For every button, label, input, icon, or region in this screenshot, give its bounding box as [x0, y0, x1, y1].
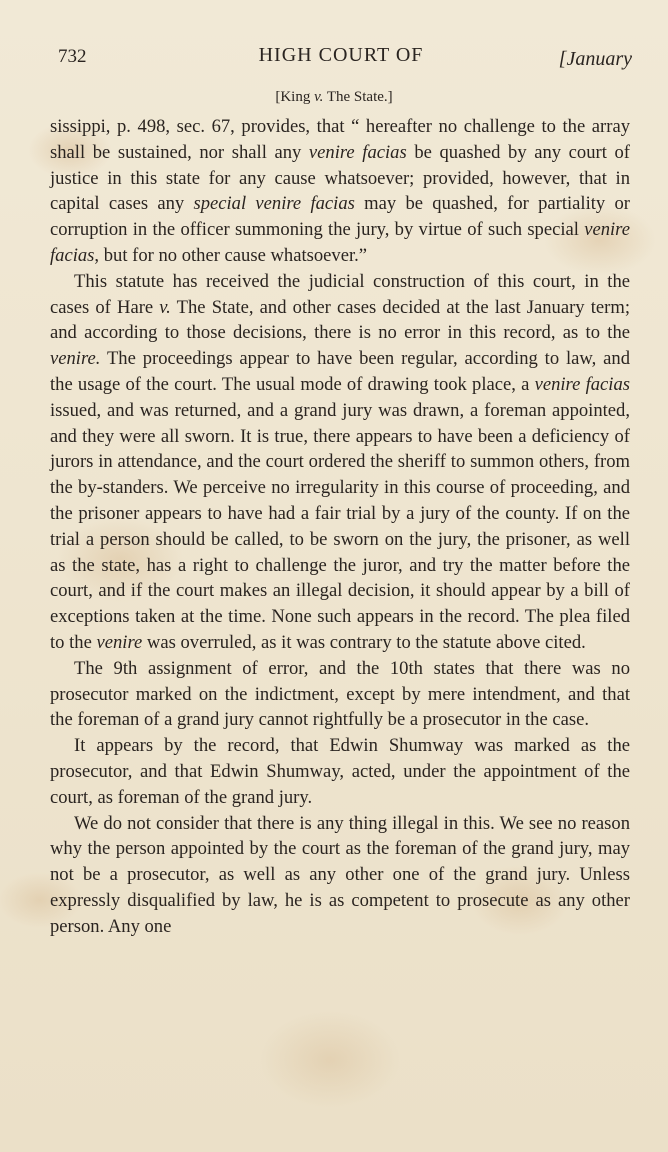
running-title: HIGH COURT OF — [258, 44, 424, 66]
paragraph — [50, 733, 630, 810]
text-run: The proceedings appear to have been regular, according to law, and the usage of the court. The usual mode of drawing took place, a — [50, 348, 630, 395]
body-text — [50, 114, 630, 940]
text-run: We do not consider that there is any thing illegal in this. We see no reason why the person appointed by the court as the foreman of the grand jury, may not be a prosecutor, as well as any other one of the grand jury. Unless expressly disqualified by law, he is as competent to prosecute as any other person. Any one — [50, 812, 630, 937]
text-run: This statute has received the judicial construction of this court, in the cases of Hare — [50, 270, 630, 318]
text-run: The State, and other cases decided at the last January term; and according to those decisions, there is no error in this record, as to the — [50, 296, 630, 344]
italic-text: special venire facias — [193, 193, 355, 215]
italic-text: venire facias — [50, 219, 630, 266]
paragraph — [50, 114, 630, 269]
paragraph — [50, 811, 630, 940]
text-run: sissippi, p. 498, sec. 67, provides, that “ hereafter no challenge to the array shall be sustained, nor shall any — [50, 116, 630, 163]
italic-text: venire. — [50, 348, 101, 370]
running-month: [January — [558, 48, 632, 70]
paragraph — [50, 269, 630, 656]
text-run: It appears by the record, that Edwin Shumway was marked as the prosecutor, and that Edwin Shumway, acted, under the appointment of the court, as foreman of the grand jury. — [50, 735, 630, 808]
text-run: The 9th assignment of error, and the 10th states that there was no prosecutor marked on the indictment, except by mere intendment, and that the foreman of a grand jury cannot rightfully be a prosecutor in the case. — [50, 657, 630, 731]
paragraph — [50, 656, 630, 733]
text-run: , but for no other cause whatsoever.” — [94, 244, 368, 266]
text-run: issued, and was returned, and a grand jury was drawn, a foreman appointed, and they were all sworn. It is true, there appears to have been a deficiency of jurors in attendance, and the court ordered the sheriff to summon others, from the by-standers. We perceive no irregularity in this course of proceeding, and the prisoner appears to have had a fair trial by a jury of the county. If on the trial a person should be called, to be sworn on the jury, the prisoner, as well as the state, has a right to challenge the juror, and try the matter before the court, and if the court makes an illegal decision, it should appear by a bill of exceptions taken at the time. None such appears in the record. The plea filed to the — [50, 399, 630, 653]
case-caption: [King v. The State.] — [275, 89, 393, 105]
text-run: was overruled, as it was contrary to the statute above cited. — [142, 631, 586, 653]
text-run: may be quashed, for partiality or corruption in the officer summoning the jury, by virtue of such special — [50, 193, 630, 241]
italic-text: venire facias — [308, 141, 407, 163]
italic-text: venire facias — [534, 373, 630, 395]
italic-text: v. — [159, 296, 171, 318]
text-run: be quashed by any court of justice in this state for any cause whatsoever; provided, however, that in capital cases any — [50, 141, 630, 215]
page-header — [50, 44, 632, 74]
italic-text: venire — [96, 631, 143, 653]
page-number: 732 — [58, 46, 87, 67]
